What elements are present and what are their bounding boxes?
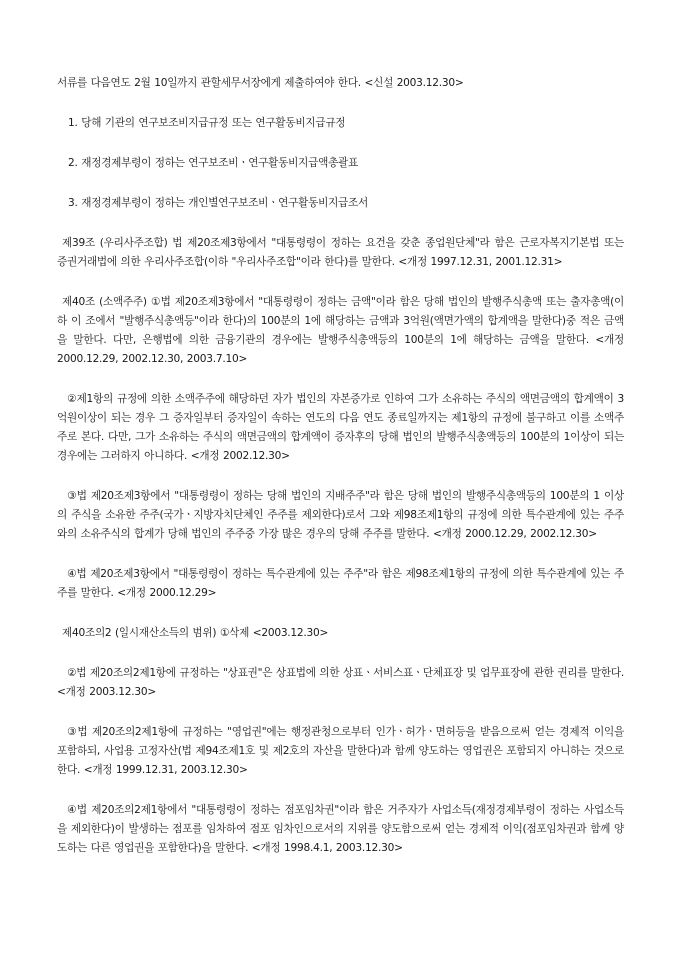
article-40-2-clause-2: ②법 제20조의2제1항에 규정하는 "상표권"은 상표법에 의한 상표ㆍ서비스표ㆍ단체표장 및 업무표장에 관한 권리를 말한다. <개정 2003.12.30> — [57, 667, 624, 698]
article-40-clause-1: 제40조 (소액주주) ①법 제20조제3항에서 "대통령령이 정하는 금액"이라 함은 당해 법인의 발행주식총액 또는 출자총액(이하 이 조에서 "발행주식총액등"이라 한다)의 100분의 1에 해당하는 금액과 3억원(액면가액의 합계액을 말한다)중 적은 금액을 말한다. 다만, 은행법에 의한 금융기관의 경우에는 발행주식총액등의 100분의 1에 해당하는 금액을 말한다. <개정 2000.12.29, 2002.12.30, 2003.7.10> — [57, 296, 624, 365]
article-40-2-clause-4: ④법 제20조의2제1항에서 "대통령령이 정하는 점포임차권"이라 함은 거주자가 사업소득(재정경제부령이 정하는 사업소득을 제외한다)이 발생하는 점포를 임차하여 점포 임차인으로서의 지위를 양도함으로써 얻는 경제적 이익(점포임차권과 함께 양도하는 다른 영업권을 포함한다)을 말한다. <개정 1998.4.1, 2003.12.30> — [57, 804, 624, 854]
article-40-clause-4: ④법 제20조제3항에서 "대통령령이 정하는 특수관계에 있는 주주"라 함은 제98조제1항의 규정에 의한 특수관계에 있는 주주를 말한다. <개정 2000.12.29> — [57, 568, 624, 599]
continuation-paragraph: 서류를 다음연도 2월 10일까지 관할세무서장에게 제출하여야 한다. <신설 2003.12.30> — [57, 77, 464, 89]
article-40-2-clause-1: 제40조의2 (일시재산소득의 범위) ①삭제 <2003.12.30> — [62, 627, 329, 639]
article-39: 제39조 (우리사주조합) 법 제20조제3항에서 "대통령령이 정하는 요건을 갖춘 종업원단체"라 함은 근로자복지기본법 또는 증권거래법에 의한 우리사주조합(이하 "우리사주조합"이라 한다)를 말한다. <개정 1997.12.31, 2001.12.31> — [57, 237, 624, 268]
list-item-1: 1. 당해 기관의 연구보조비지급규정 또는 연구활동비지급규정 — [68, 117, 346, 129]
list-item-3: 3. 재정경제부령이 정하는 개인별연구보조비ㆍ연구활동비지급조서 — [68, 197, 368, 209]
article-40-clause-2: ②제1항의 규정에 의한 소액주주에 해당하던 자가 법인의 자본증가로 인하여 그가 소유하는 주식의 액면금액의 합계액이 3억원이상이 되는 경우 그 증자일부터 증자일이 속하는 연도의 다음 연도 종료일까지는 제1항의 규정에 불구하고 이를 소액주주로 본다. 다만, 그가 소유하는 주식의 액면금액의 합계액이 증자후의 당해 법인의 발행주식총액등의 100분의 1이상이 되는 경우에는 그러하지 아니하다. <개정 2002.12.30> — [57, 393, 624, 462]
article-40-clause-3: ③법 제20조제3항에서 "대통령령이 정하는 당해 법인의 지배주주"라 함은 당해 법인의 발행주식총액등의 100분의 1 이상의 주식을 소유한 주주(국가ㆍ지방자치단체인 주주를 제외한다)로서 그와 제98조제1항의 규정에 의한 특수관계에 있는 주주와의 소유주식의 합계가 당해 법인의 주주중 가장 많은 경우의 당해 주주를 말한다. <개정 2000.12.29, 2002.12.30> — [57, 490, 624, 540]
list-item-2: 2. 재정경제부령이 정하는 연구보조비ㆍ연구활동비지급액총괄표 — [68, 157, 359, 169]
article-40-2-clause-3: ③법 제20조의2제1항에 규정하는 "영업권"에는 행정관청으로부터 인가ㆍ허가ㆍ면허등을 받음으로써 얻는 경제적 이익을 포함하되, 사업용 고정자산(법 제94조제1호 및 제2호의 자산을 말한다)과 함께 양도하는 영업권은 포함되지 아니하는 것으로 한다. <개정 1999.12.31, 2003.12.30> — [57, 726, 624, 776]
